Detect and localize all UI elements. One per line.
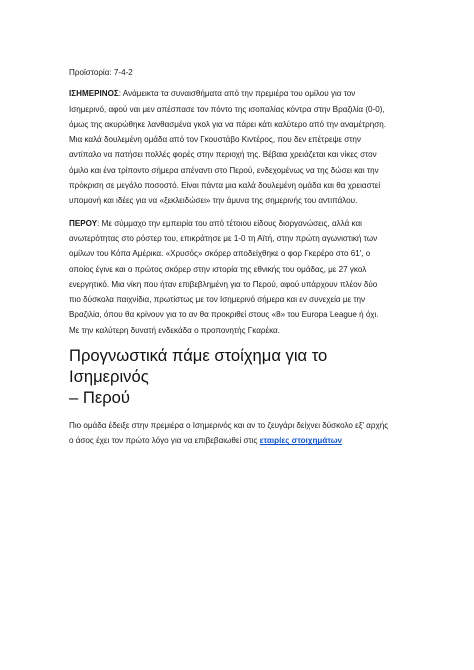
ecuador-first-line xyxy=(69,86,409,101)
ecuador-line: πρόκριση σε μεγάλο ποσοστό. Είναι πάντα μια καλά δουλεμένη ομάδα και θα χρειαστεί xyxy=(69,181,381,191)
betting-companies-link[interactable]: εταιρίες στοιχημάτων xyxy=(259,436,343,446)
prehistory-record: Προϊστορία: 7-4-2 xyxy=(69,68,133,77)
closing-paragraph xyxy=(69,418,409,449)
ecuador-line: όμιλο και ένα τρίποντο σήμερα απέναντι στο Περού, ενδεχομένως να της δώσει και την xyxy=(69,165,379,175)
peru-line: πιο δύσκολα παιχνίδια, πρωτίστως με τον Ισημερινό σήμερα και εν συνεχεία με την xyxy=(69,295,366,305)
ecuador-paragraph xyxy=(69,86,409,208)
ecuador-line: όμως της ακυρώθηκε λανθασμένα γκολ για να πάρει κάτι καλύτερο από την αναμέτρηση. xyxy=(69,119,386,129)
closing-line-text: ο άσος έχει τον πρώτο λόγο για να επιβεβαιωθεί στις xyxy=(69,436,260,446)
closing-line: Πιο ομάδα έδειξε στην πρεμιέρα ο Ισημερινός και αν το ζευγάρι δείχνει δύσκολο εξ' αρχής xyxy=(69,421,389,431)
peru-label: ΠΕΡΟΥ xyxy=(69,218,98,228)
ecuador-first-line-text: : Ανάμεικτα τα συναισθήματα από την πρεμιέρα του ομίλου για τον xyxy=(118,89,356,99)
peru-line: ενεργητικό. Μια νίκη που ήταν επιβεβλημένη για το Περού, αφού υπάρχουν πλέον δύο xyxy=(69,279,378,289)
section-heading-line: Προγνωστικά πάμε στοίχημα για το Ισημερινός xyxy=(69,346,328,387)
ecuador-line: υπομονή και ιδέες για να «ξεκλειδώσει» την άμυνα της σημερινής του αντιπάλου. xyxy=(69,196,358,206)
peru-paragraph xyxy=(69,216,409,338)
section-heading xyxy=(69,345,409,408)
section-heading-line: – Περού xyxy=(69,388,130,408)
peru-line: οποίος έγινε και ο πρώτος σκόρερ στην ιστορία της εθνικής του ομάδας, με 27 γκολ xyxy=(69,264,367,274)
peru-first-line-text: : Με σύμμαχο την εμπειρία του από τέτοιου είδους διοργανώσεις, αλλά και xyxy=(97,218,362,228)
ecuador-line: αντίπαλο να πατήσει πολλές φορές στην περιοχή της. Βέβαια χρειάζεται και νίκες στον xyxy=(69,150,377,160)
closing-line xyxy=(69,433,409,448)
ecuador-line: Μια καλά δουλεμένη ομάδα από τον Γκουστάβο Κιντέρος, που δεν επέτρεψε στην xyxy=(69,135,361,145)
peru-line: ομίλων του Κόπα Αμέρικα. «Χρυσός» σκόρερ αποδείχθηκε ο φορ Γκερέρο στο 61', ο xyxy=(69,249,371,259)
peru-line: Βραζιλία, όπου θα κρίνουν για το αν θα προκριθεί στους «8» του Europa League ή όχι. xyxy=(69,310,379,320)
ecuador-label: ΙΣΗΜΕΡΙΝΟΣ xyxy=(69,89,119,99)
ecuador-line: Ισημερινό, αφού ναι μεν απέσπασε τον πόντο της ισοπαλίας κόντρα στην Βραζιλία (0-0), xyxy=(69,104,385,114)
peru-line: Με την καλύτερη δυνατή ενδεκάδα ο προπονητής Γκαρέκα. xyxy=(69,325,280,335)
peru-first-line xyxy=(69,216,409,231)
document-content xyxy=(69,65,409,449)
peru-line: ανωτερότητας στο ρόστερ του, επικράτησε με 1-0 τη Αϊτή, στην πρώτη αγωνιστική των xyxy=(69,233,378,243)
